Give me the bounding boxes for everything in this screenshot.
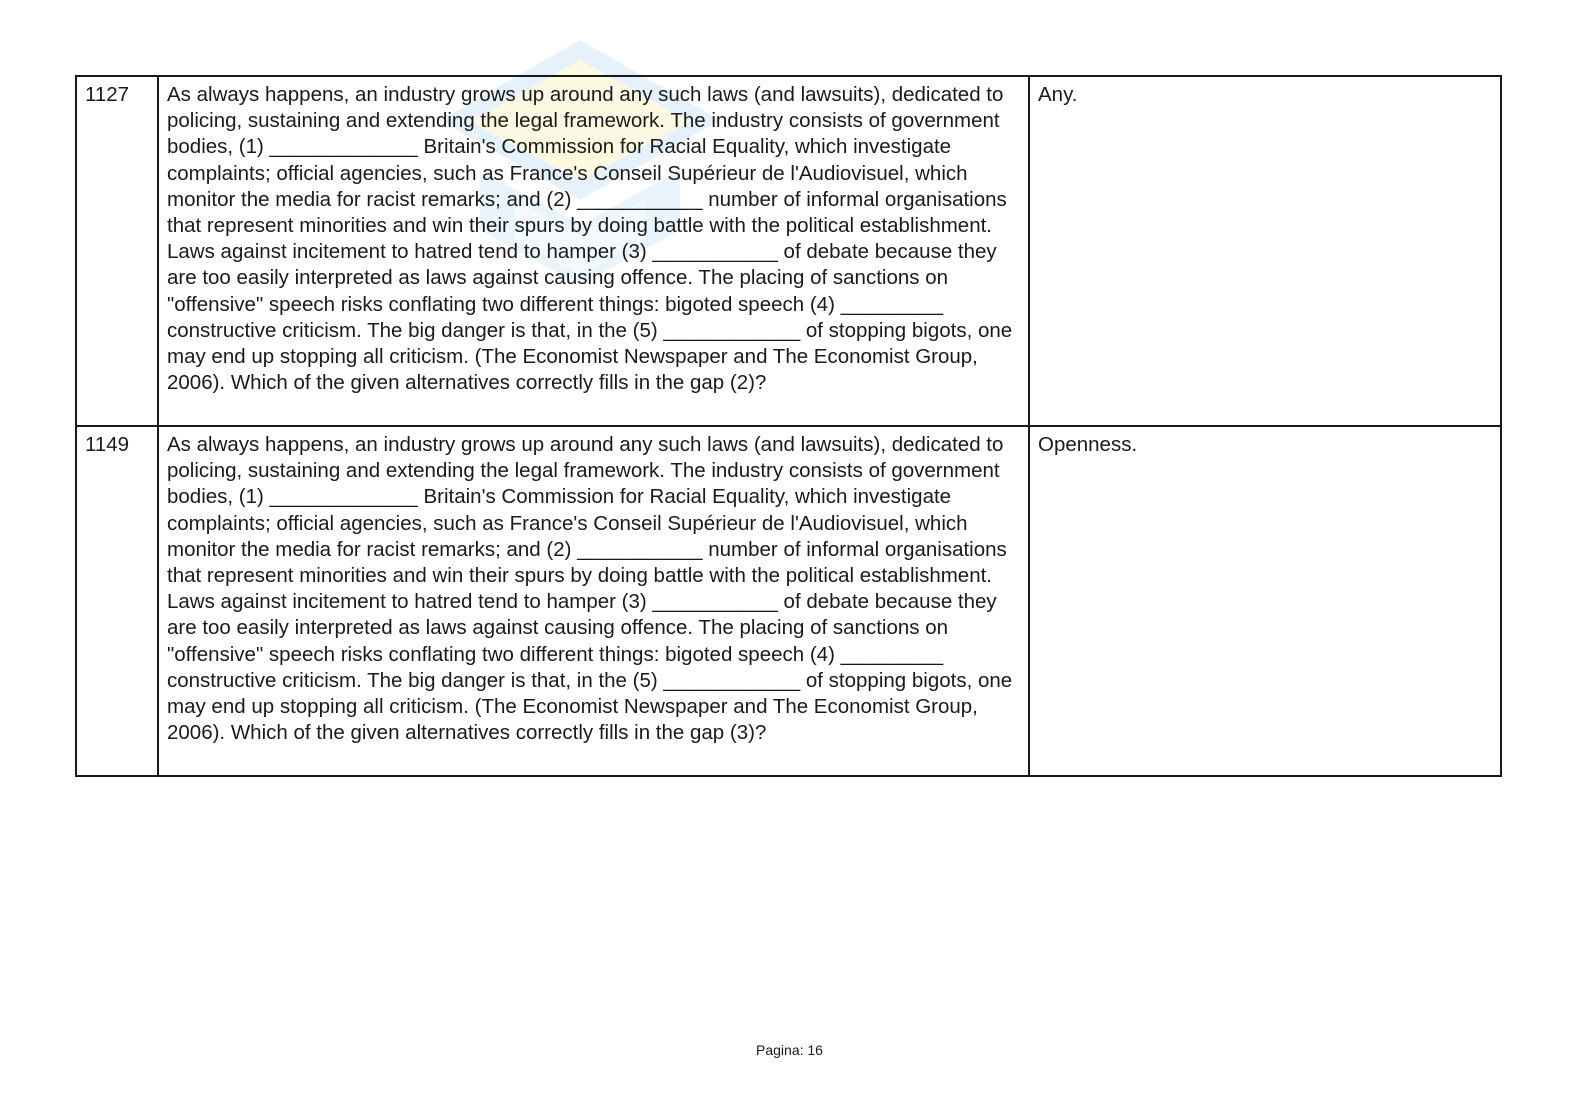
table-row (76, 426, 1501, 776)
question-text: As always happens, an industry grows up around any such laws (and lawsuits), dedicated to policing, sustaining and extending the legal framework. The industry consists of government bodies, (1) _____________ Britain's Commission for Racial Equality, which investigate complaints; official agencies, such as France's Conseil Supérieur de l'Audiovisuel, which monitor the media for racist remarks; and (2) ___________ number of informal organisations that represent minorities and win their spurs by doing battle with the political establishment. Laws against incitement to hatred tend to hamper (3) ___________ of debate because they are too easily interpreted as laws against causing offence. The placing of sanctions on "offensive" speech risks conflating two different things: bigoted speech (4) _________ constructive criticism. The big danger is that, in the (5) ____________ of stopping bigots, one may end up stopping all criticism. (The Economist Newspaper and The Economist Group, 2006). Which of the given alternatives correctly fills in the gap (2)? (158, 76, 1029, 426)
question-id: 1127 (76, 76, 158, 426)
question-id: 1149 (76, 426, 158, 776)
question-text: As always happens, an industry grows up around any such laws (and lawsuits), dedicated to policing, sustaining and extending the legal framework. The industry consists of government bodies, (1) _____________ Britain's Commission for Racial Equality, which investigate complaints; official agencies, such as France's Conseil Supérieur de l'Audiovisuel, which monitor the media for racist remarks; and (2) ___________ number of informal organisations that represent minorities and win their spurs by doing battle with the political establishment. Laws against incitement to hatred tend to hamper (3) ___________ of debate because they are too easily interpreted as laws against causing offence. The placing of sanctions on "offensive" speech risks conflating two different things: bigoted speech (4) _________ constructive criticism. The big danger is that, in the (5) ____________ of stopping bigots, one may end up stopping all criticism. (The Economist Newspaper and The Economist Group, 2006). Which of the given alternatives correctly fills in the gap (3)? (158, 426, 1029, 776)
table-row (76, 76, 1501, 426)
answer-text: Openness. (1029, 426, 1501, 776)
page-number: Pagina: 16 (756, 1042, 823, 1058)
questions-table (75, 75, 1502, 777)
answer-text: Any. (1029, 76, 1501, 426)
